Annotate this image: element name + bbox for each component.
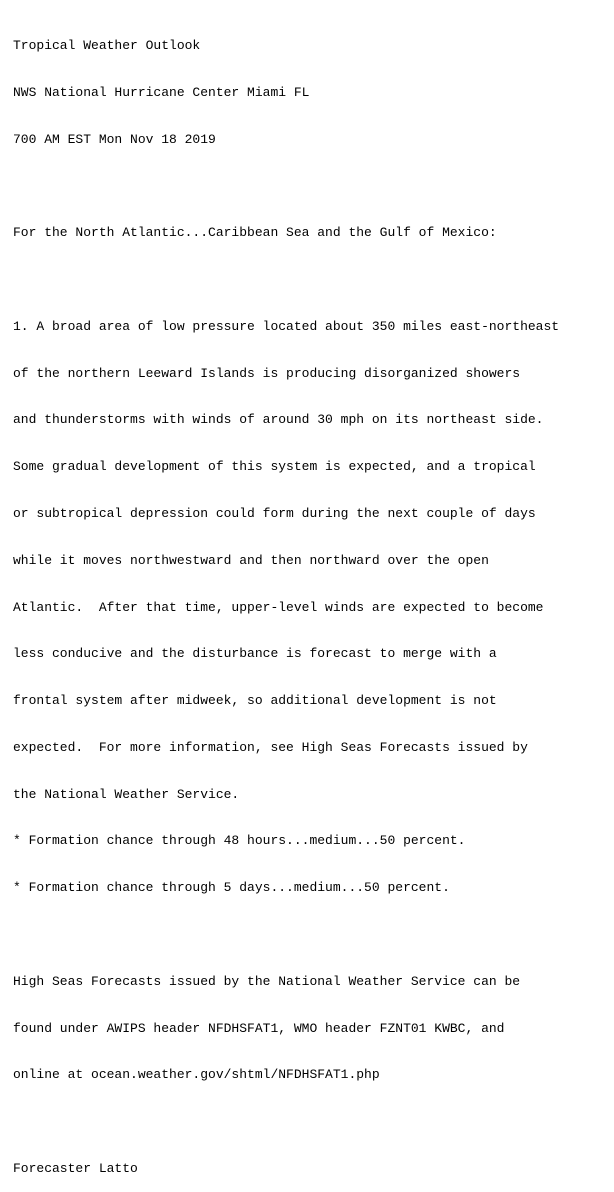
outlook-issuer: NWS National Hurricane Center Miami FL xyxy=(13,84,310,100)
item1-line: frontal system after midweek, so additional development is not xyxy=(13,693,497,709)
blank-line xyxy=(13,179,614,195)
high-seas-line: online at ocean.weather.gov/shtml/NFDHSFAT1.php xyxy=(13,1067,380,1083)
blank-line xyxy=(13,1114,614,1130)
forecaster-signature: Forecaster Latto xyxy=(13,1160,138,1176)
outlook-title: Tropical Weather Outlook xyxy=(13,38,201,54)
item1-line: less conducive and the disturbance is forecast to merge with a xyxy=(13,646,497,662)
item1-line: Some gradual development of this system is expected, and a tropical xyxy=(13,459,536,475)
blank-line xyxy=(13,272,614,288)
item1-line: and thunderstorms with winds of around 30 mph on its northeast side. xyxy=(13,412,544,428)
outlook-region: For the North Atlantic...Caribbean Sea and the Gulf of Mexico: xyxy=(13,225,497,241)
outlook-issue-time: 700 AM EST Mon Nov 18 2019 xyxy=(13,131,216,147)
item1-line: or subtropical depression could form during the next couple of days xyxy=(13,506,536,521)
item1-line: 1. A broad area of low pressure located about 350 miles east-northeast xyxy=(13,318,560,334)
item1-line: the National Weather Service. xyxy=(13,786,240,802)
high-seas-line: found under AWIPS header NFDHSFAT1, WMO header FZNT01 KWBC, and xyxy=(13,1020,505,1036)
formation-chance-48h: * Formation chance through 48 hours...medium...50 percent. xyxy=(13,833,466,849)
item1-line: of the northern Leeward Islands is producing disorganized showers xyxy=(13,365,521,381)
item1-line: while it moves northwestward and then northward over the open xyxy=(13,552,489,568)
item1-line: expected. For more information, see High Seas Forecasts issued by xyxy=(13,739,528,755)
formation-chance-5d: * Formation chance through 5 days...medium...50 percent. xyxy=(13,880,450,896)
blank-line xyxy=(13,927,614,943)
item1-line: Atlantic. After that time, upper-level winds are expected to become xyxy=(13,599,544,615)
high-seas-line: High Seas Forecasts issued by the National Weather Service can be xyxy=(13,973,521,989)
